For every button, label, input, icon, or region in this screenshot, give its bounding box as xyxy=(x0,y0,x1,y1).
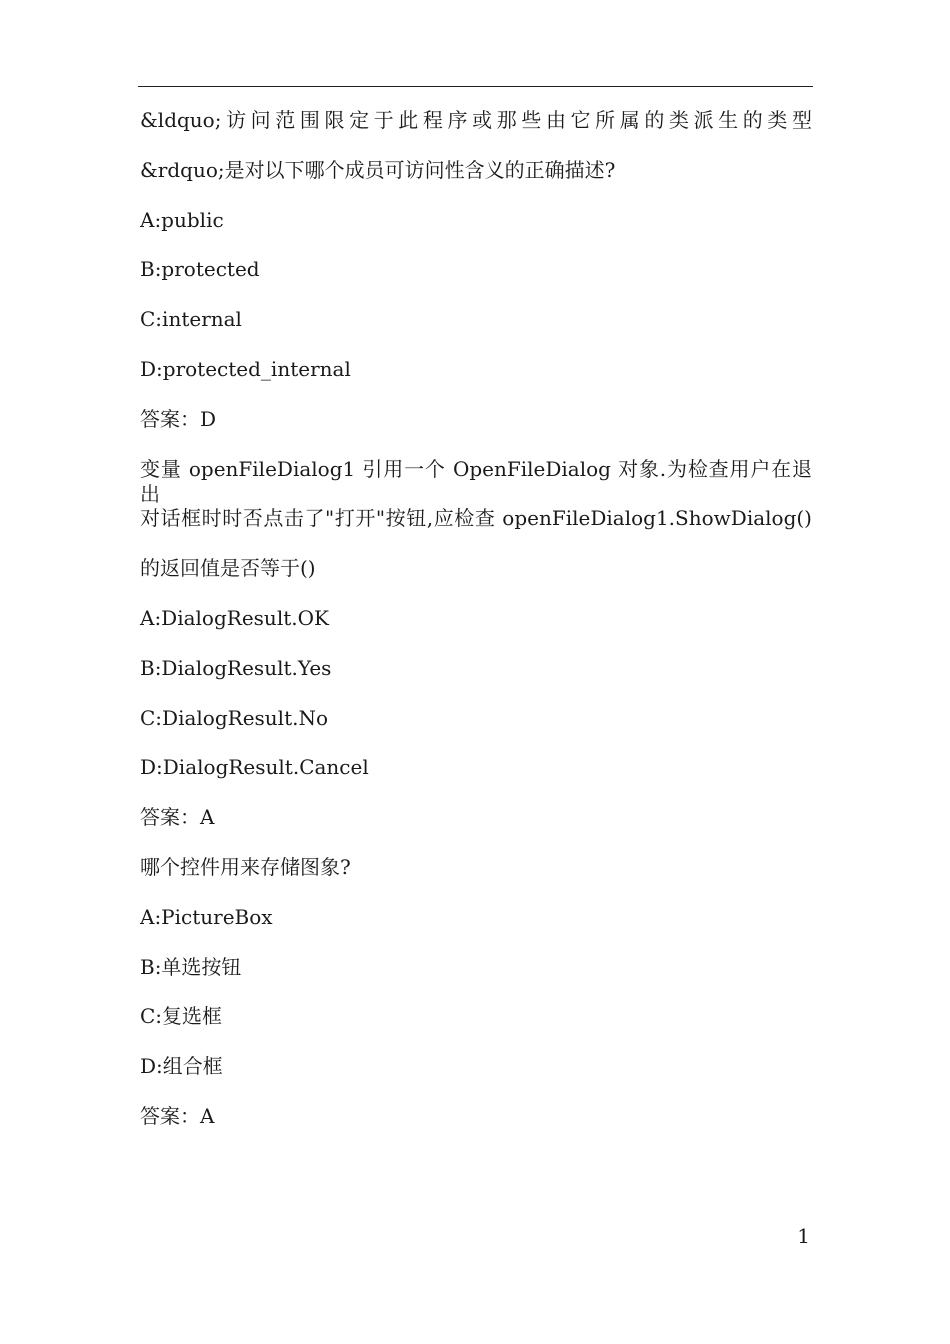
option-b: B:protected xyxy=(140,257,260,282)
document-body xyxy=(140,108,812,1154)
question-stem-line: 哪个控件用来存储图象? xyxy=(140,854,351,879)
option-c: C:复选框 xyxy=(140,1004,223,1029)
option-a: A:public xyxy=(140,207,224,232)
option-b: B:DialogResult.Yes xyxy=(140,655,332,680)
question-3 xyxy=(140,855,812,1129)
question-stem-line: 对话框时时否点击了"打开"按钮,应检查 openFileDialog1.ShowDialog() xyxy=(140,506,812,531)
question-stem-line: &rdquo;是对以下哪个成员可访问性含义的正确描述? xyxy=(140,157,616,182)
option-c: C:DialogResult.No xyxy=(140,705,329,730)
answer: 答案：A xyxy=(140,805,215,830)
option-d: D:组合框 xyxy=(140,1054,223,1079)
option-a: A:DialogResult.OK xyxy=(140,605,329,630)
option-a: A:PictureBox xyxy=(140,904,273,929)
option-b: B:单选按钮 xyxy=(140,954,242,979)
answer: 答案：A xyxy=(140,1103,215,1128)
question-stem-line: &ldquo;访问范围限定于此程序或那些由它所属的类派生的类型 xyxy=(140,108,812,132)
header-rule xyxy=(138,86,813,87)
page-number: 1 xyxy=(797,1224,810,1248)
question-stem-line: 变量 openFileDialog1 引用一个 OpenFileDialog 对象.为检查用户在退出 xyxy=(140,456,812,506)
answer: 答案：D xyxy=(140,406,217,431)
question-1 xyxy=(140,108,812,432)
option-d: D:protected_internal xyxy=(140,356,351,381)
question-2 xyxy=(140,457,812,831)
option-c: C:internal xyxy=(140,307,242,332)
option-d: D:DialogResult.Cancel xyxy=(140,755,369,780)
question-stem-line: 的返回值是否等于() xyxy=(140,556,316,581)
